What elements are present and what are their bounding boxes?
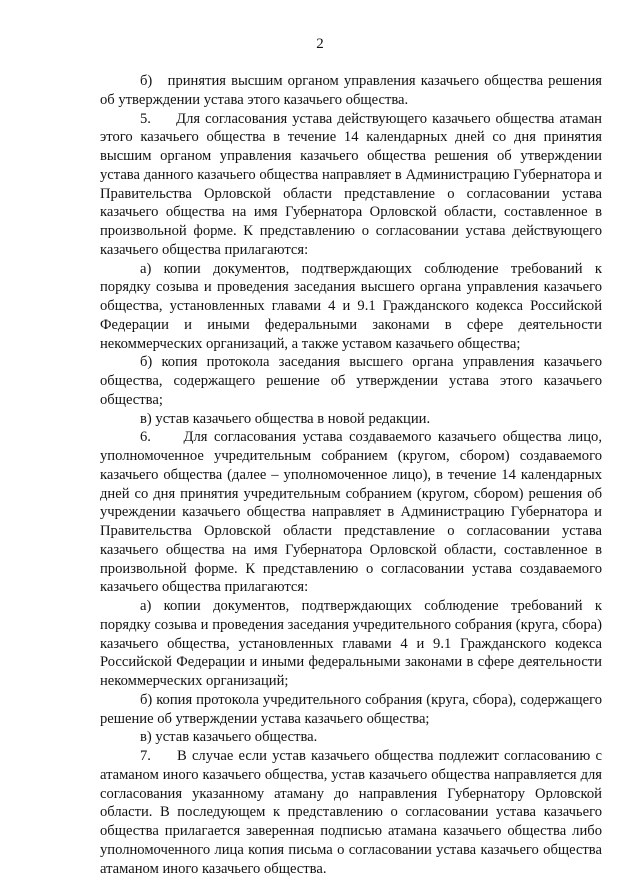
document-body <box>100 72 602 878</box>
paragraph-item-5a: а) копии документов, подтверждающих соблюдение требований к порядку созыва и проведения заседания высшего органа управления казачьего общества, установленных главами 4 и 9.1 Гражданского кодекса Российской Федерации и иными федеральными законами в сфере деятельности некоммерческих организаций, а также уставом казачьего общества; <box>100 260 602 352</box>
paragraph-item-7: 7. В случае если устав казачьего общества подлежит согласованию с атаманом иного казачьего общества, устав казачьего общества направляется для согласования указанному атаману до направления Губернатору Орловской области. В последующем к представлению о согласовании устава казачьего общества прилагается заверенная подписью атамана казачьего общества либо уполномоченного лица копия письма о согласовании устава казачьего общества атаманом иного казачьего общества. <box>100 748 602 877</box>
paragraph-item-5v: в) устав казачьего общества в новой редакции. <box>140 410 431 427</box>
paragraph-item-6: 6. Для согласования устава создаваемого казачьего общества лицо, уполномоченное учредительным собранием (кругом, сбором) создаваемого казачьего общества (далее – уполномоченное лицо), в течение 14 календарных дней со дня принятия учредительным собранием (кругом, сбором) решения об учреждении казачьего общества направляет в Администрацию Губернатора и Правительства Орловской области представление о согласовании устава казачьего общества на имя Губернатора Орловской области, составленное в произвольной форме. К представлению о согласовании устава создаваемого казачьего общества прилагаются: <box>100 429 602 596</box>
paragraph-item-5b: б) копия протокола заседания высшего органа управления казачьего общества, содержащего решение об утверждении устава этого казачьего общества; <box>100 354 602 408</box>
paragraph-item-b-adoption: б) принятия высшим органом управления казачьего общества решения об утверждении устава этого казачьего общества. <box>100 73 602 108</box>
paragraph-item-6a: а) копии документов, подтверждающих соблюдение требований к порядку созыва и проведения заседания учредительного собрания (круга, сбора) казачьего общества, установленных главами 4 и 9.1 Гражданского кодекса Российской Федерации и иными федеральными законами в сфере деятельности некоммерческих организаций; <box>100 598 602 689</box>
paragraph-item-6v: в) устав казачьего общества. <box>140 729 318 746</box>
paragraph-item-6b: б) копия протокола учредительного собрания (круга, сбора), содержащего решение об утверждении устава казачьего общества; <box>100 691 602 727</box>
paragraph-item-5: 5. Для согласования устава действующего казачьего общества атаман этого казачьего общества в течение 14 календарных дней со дня принятия высшим органом управления казачьего общества решения об утверждении устава данного казачьего общества направляет в Администрацию Губернатора и Правительства Орловской области представление о согласовании устава казачьего общества на имя Губернатора Орловской области, составленное в произвольной форме. К представлению о согласовании устава действующего казачьего общества прилагаются: <box>100 110 602 258</box>
page-number: 2 <box>316 36 324 52</box>
